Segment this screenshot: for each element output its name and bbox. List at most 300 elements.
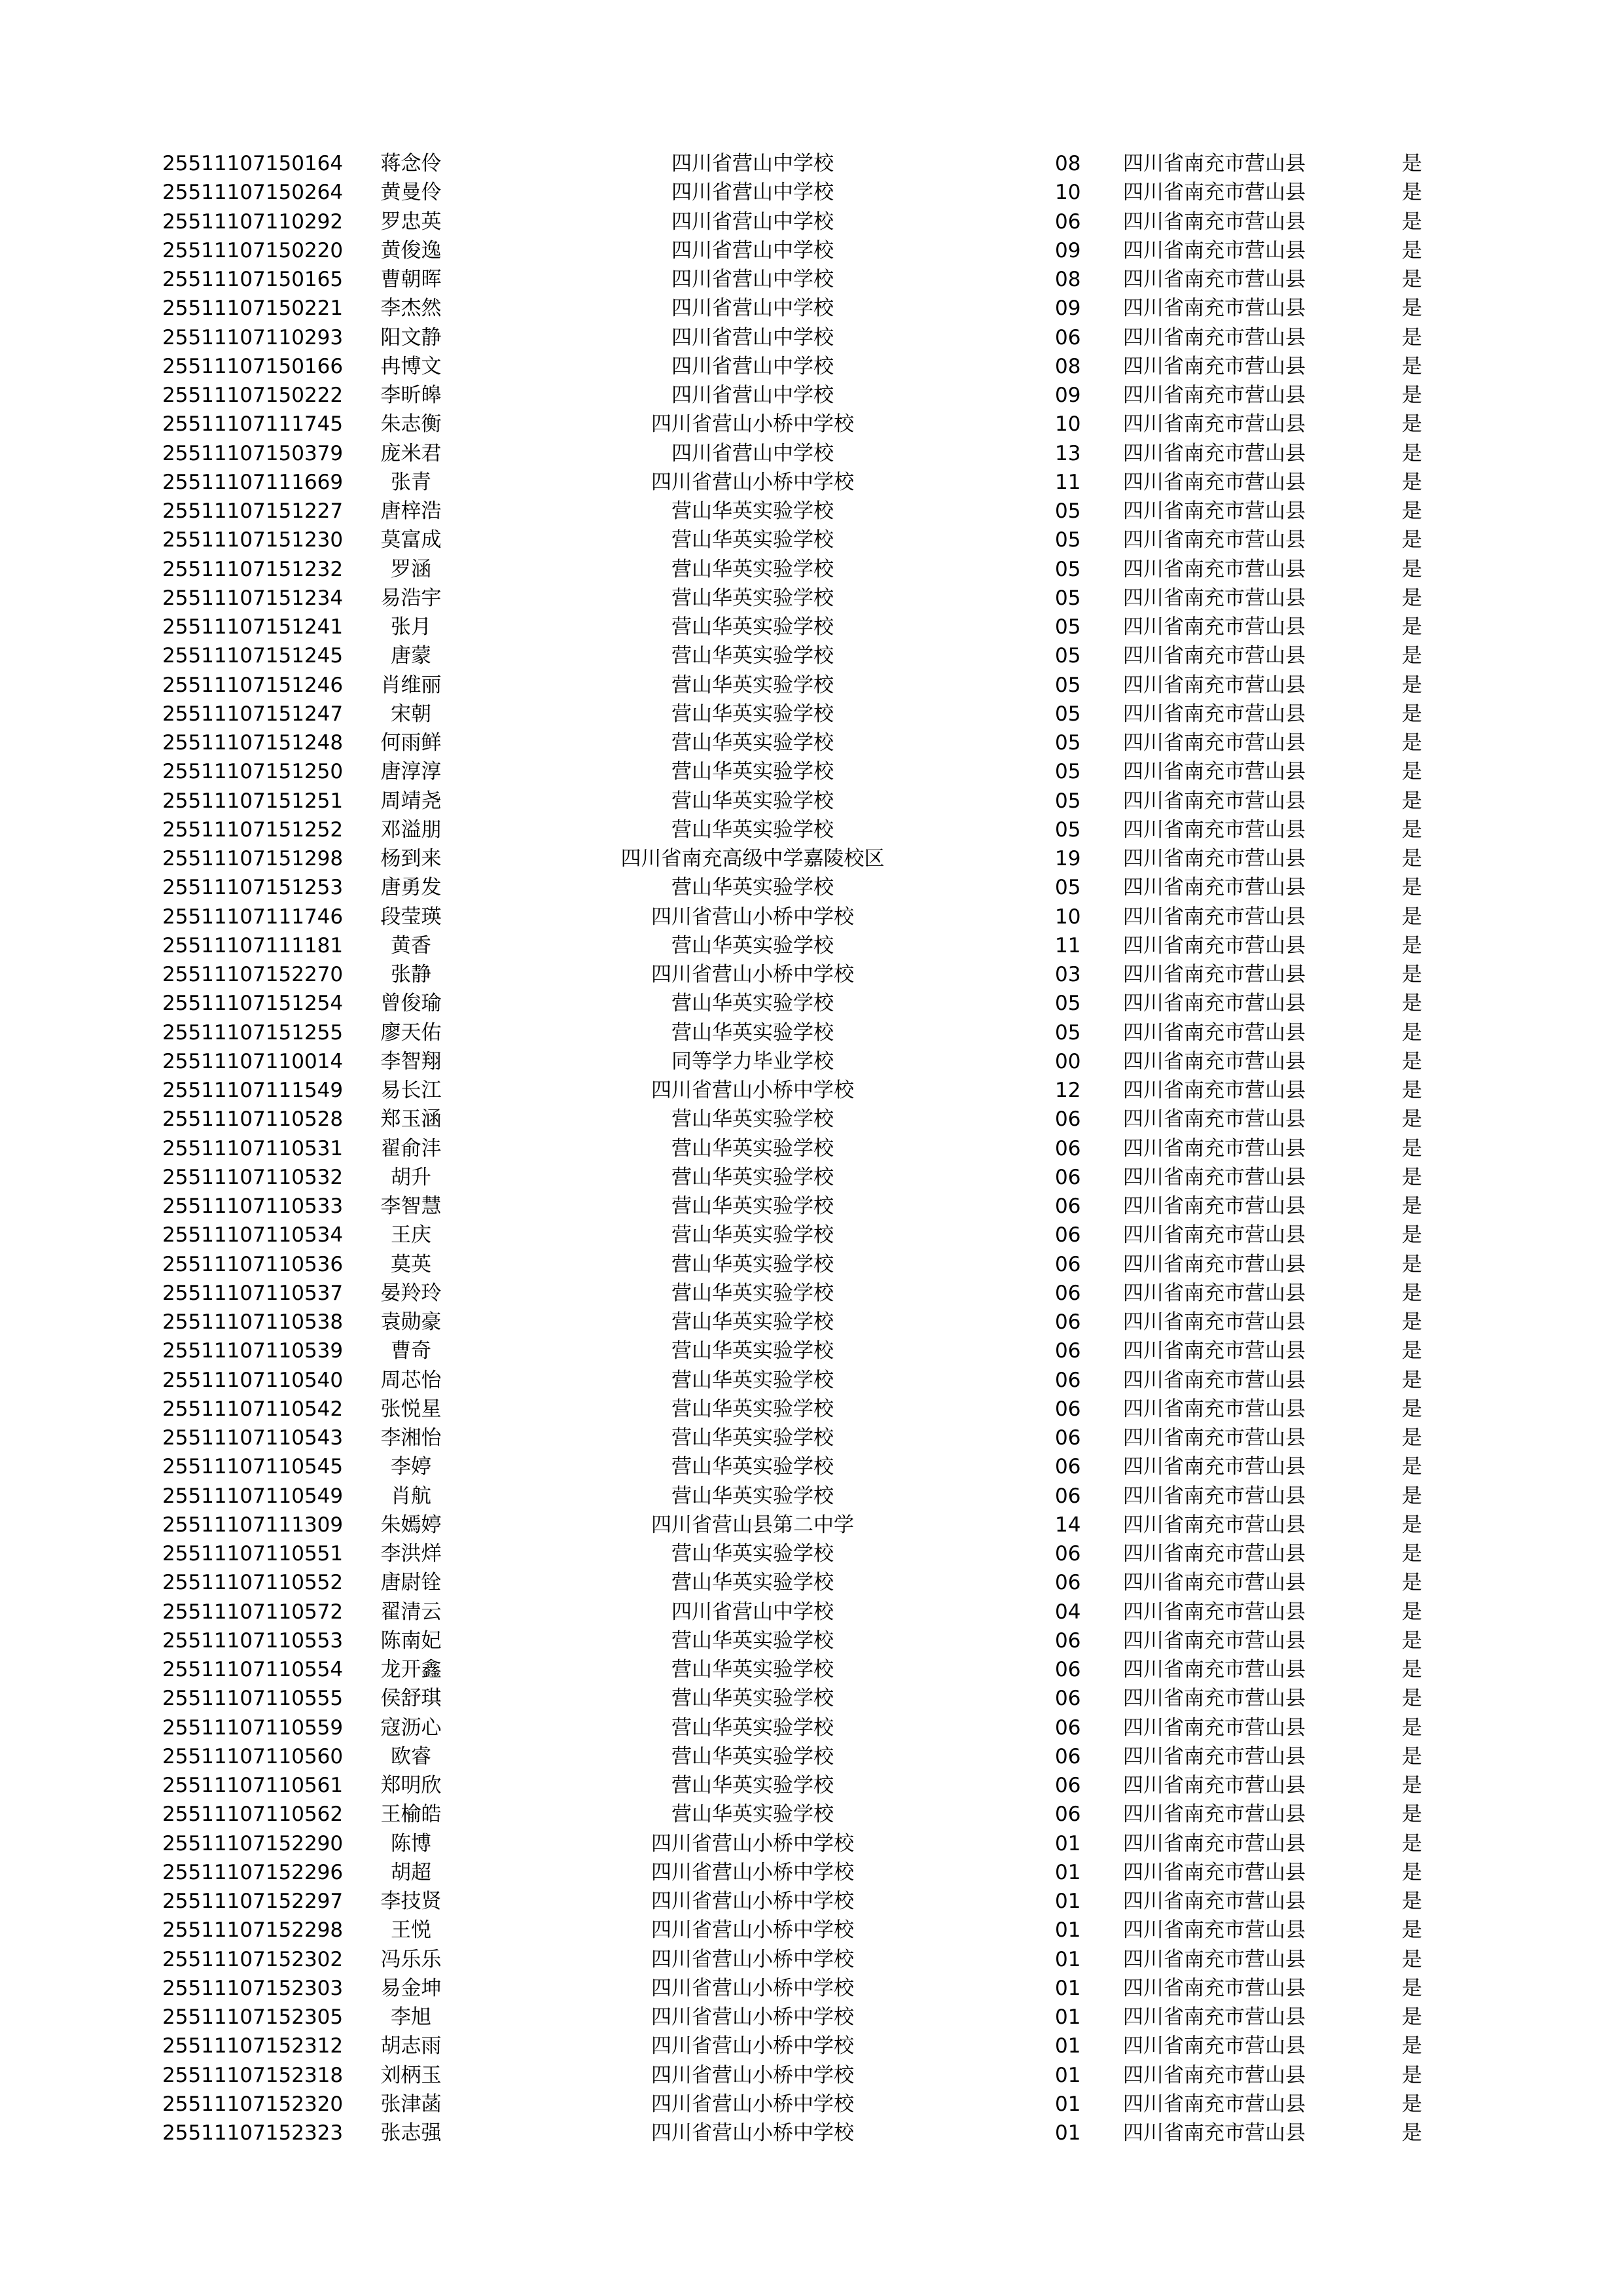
school-cell: 营山华英实验学校 [671,1194,834,1218]
school-cell: 四川省营山小桥中学校 [651,963,854,986]
exam-id-cell: 25511107110543 [162,1426,344,1450]
student-name-cell: 肖航 [391,1484,431,1508]
exam-id-cell: 25511107110560 [162,1744,344,1768]
region-cell: 四川省南充市营山县 [1123,1455,1306,1479]
region-cell: 四川省南充市营山县 [1123,1281,1306,1305]
student-name-cell: 周芯怡 [380,1368,442,1392]
status-flag-cell: 是 [1402,1368,1422,1392]
student-name-cell: 易金坤 [380,1976,442,2000]
school-code-cell: 05 [1055,876,1081,900]
table-row [0,526,1623,554]
table-row [0,989,1623,1018]
region-cell: 四川省南充市营山县 [1123,963,1306,986]
student-name-cell: 罗忠英 [380,209,442,234]
student-name-cell: 阳文静 [380,325,442,350]
exam-id-cell: 25511107110532 [162,1165,344,1189]
school-cell: 营山华英实验学校 [671,1658,834,1681]
status-flag-cell: 是 [1402,2034,1422,2058]
school-code-cell: 06 [1055,1368,1081,1392]
student-name-cell: 张月 [391,615,431,639]
region-cell: 四川省南充市营山县 [1123,702,1306,726]
exam-id-cell: 25511107152270 [162,963,344,986]
school-code-cell: 06 [1055,1687,1081,1711]
table-row [0,1105,1623,1134]
school-cell: 四川省营山小桥中学校 [651,2034,854,2058]
school-cell: 四川省营山中学校 [671,209,834,234]
school-cell: 四川省营山小桥中学校 [651,1860,854,1884]
school-cell: 四川省营山中学校 [671,268,834,291]
school-code-cell: 08 [1055,268,1081,291]
student-name-cell: 李婷 [391,1455,431,1479]
exam-id-cell: 25511107152297 [162,1890,344,1913]
school-code-cell: 06 [1055,1136,1081,1160]
status-flag-cell: 是 [1402,1049,1422,1073]
school-code-cell: 05 [1055,1020,1081,1045]
region-cell: 四川省南充市营山县 [1123,268,1306,291]
status-flag-cell: 是 [1402,876,1422,900]
region-cell: 四川省南充市营山县 [1123,789,1306,813]
student-name-cell: 何雨鲜 [380,731,442,755]
student-name-cell: 李技贤 [380,1890,442,1913]
exam-id-cell: 25511107110539 [162,1339,344,1363]
status-flag-cell: 是 [1402,615,1422,639]
status-flag-cell: 是 [1402,1860,1422,1884]
student-name-cell: 冯乐乐 [380,1947,442,1971]
student-name-cell: 胡升 [391,1165,431,1189]
table-row [0,149,1623,178]
school-cell: 四川省营山中学校 [671,152,834,175]
school-code-cell: 09 [1055,384,1081,407]
school-cell: 四川省营山小桥中学校 [651,2005,854,2029]
school-cell: 四川省营山小桥中学校 [651,1947,854,1971]
table-row [0,236,1623,265]
region-cell: 四川省南充市营山县 [1123,1831,1306,1856]
exam-id-cell: 25511107152296 [162,1860,344,1884]
student-name-cell: 冉博文 [380,354,442,378]
school-code-cell: 08 [1055,354,1081,378]
status-flag-cell: 是 [1402,1600,1422,1624]
region-cell: 四川省南充市营山县 [1123,2092,1306,2116]
school-cell: 四川省营山中学校 [671,1600,834,1624]
table-row [0,1018,1623,1047]
exam-id-cell: 25511107110536 [162,1252,344,1276]
exam-id-cell: 25511107110555 [162,1687,344,1711]
status-flag-cell: 是 [1402,152,1422,175]
school-code-cell: 01 [1055,1831,1081,1856]
school-cell: 营山华英实验学校 [671,760,834,784]
table-row [0,178,1623,207]
status-flag-cell: 是 [1402,1774,1422,1797]
status-flag-cell: 是 [1402,412,1422,437]
table-row [0,844,1623,873]
school-code-cell: 06 [1055,1455,1081,1479]
table-row [0,1945,1623,1974]
status-flag-cell: 是 [1402,557,1422,581]
table-row [0,757,1623,786]
region-cell: 四川省南充市营山县 [1123,1194,1306,1218]
exam-id-cell: 25511107151298 [162,847,344,870]
exam-id-cell: 25511107110559 [162,1715,344,1740]
school-cell: 营山华英实验学校 [671,1484,834,1508]
school-cell: 四川省营山中学校 [671,296,834,321]
student-name-cell: 侯舒琪 [380,1687,442,1711]
student-name-cell: 蒋念伶 [380,152,442,175]
school-code-cell: 05 [1055,615,1081,639]
region-cell: 四川省南充市营山县 [1123,1744,1306,1768]
school-cell: 四川省营山小桥中学校 [651,470,854,494]
school-cell: 营山华英实验学校 [671,1107,834,1132]
student-name-cell: 陈博 [391,1831,431,1856]
school-cell: 四川省营山小桥中学校 [651,412,854,437]
student-name-cell: 王庆 [391,1223,431,1247]
school-cell: 四川省营山小桥中学校 [651,1079,854,1102]
exam-id-cell: 25511107151246 [162,673,344,697]
school-cell: 营山华英实验学校 [671,1455,834,1479]
exam-id-cell: 25511107110545 [162,1455,344,1479]
table-row [0,1568,1623,1597]
exam-id-cell: 25511107151245 [162,644,344,668]
student-name-cell: 邓溢朋 [380,817,442,842]
status-flag-cell: 是 [1402,1484,1422,1508]
status-flag-cell: 是 [1402,1715,1422,1740]
school-code-cell: 06 [1055,1803,1081,1827]
table-row [0,294,1623,323]
school-cell: 四川省营山小桥中学校 [651,2121,854,2145]
status-flag-cell: 是 [1402,1426,1422,1450]
student-name-cell: 袁勋豪 [380,1310,442,1334]
school-cell: 营山华英实验学校 [671,1715,834,1740]
region-cell: 四川省南充市营山县 [1123,499,1306,523]
school-cell: 四川省营山中学校 [671,384,834,407]
school-code-cell: 05 [1055,644,1081,668]
table-row [0,903,1623,931]
student-name-cell: 刘柄玉 [380,2063,442,2087]
student-name-cell: 翟清云 [380,1600,442,1624]
region-cell: 四川省南充市营山县 [1123,1947,1306,1971]
status-flag-cell: 是 [1402,1803,1422,1827]
school-cell: 营山华英实验学校 [671,499,834,523]
status-flag-cell: 是 [1402,1339,1422,1363]
status-flag-cell: 是 [1402,1310,1422,1334]
school-cell: 营山华英实验学校 [671,1426,834,1450]
school-code-cell: 06 [1055,1339,1081,1363]
region-cell: 四川省南充市营山县 [1123,1918,1306,1943]
region-cell: 四川省南充市营山县 [1123,470,1306,494]
table-row [0,1279,1623,1308]
exam-id-cell: 25511107152320 [162,2092,344,2116]
exam-id-cell: 25511107110540 [162,1368,344,1392]
table-row [0,1308,1623,1336]
exam-id-cell: 25511107111181 [162,933,344,958]
exam-id-cell: 25511107110537 [162,1281,344,1305]
school-cell: 营山华英实验学校 [671,731,834,755]
table-row [0,613,1623,641]
school-cell: 营山华英实验学校 [671,876,834,900]
school-code-cell: 06 [1055,1107,1081,1132]
region-cell: 四川省南充市营山县 [1123,1803,1306,1827]
school-code-cell: 06 [1055,1715,1081,1740]
school-cell: 四川省营山小桥中学校 [651,2063,854,2087]
region-cell: 四川省南充市营山县 [1123,1397,1306,1421]
exam-id-cell: 25511107111669 [162,470,344,494]
student-name-cell: 朱志衡 [380,412,442,437]
table-row [0,816,1623,844]
student-name-cell: 李昕皞 [380,384,442,407]
table-row [0,1163,1623,1192]
status-flag-cell: 是 [1402,1571,1422,1595]
status-flag-cell: 是 [1402,1281,1422,1305]
table-row [0,1598,1623,1626]
school-code-cell: 06 [1055,1571,1081,1595]
status-flag-cell: 是 [1402,1918,1422,1943]
school-cell: 营山华英实验学校 [671,1136,834,1160]
table-row [0,671,1623,700]
student-name-cell: 段莹瑛 [380,905,442,929]
status-flag-cell: 是 [1402,933,1422,958]
region-cell: 四川省南充市营山县 [1123,1542,1306,1566]
table-row [0,1424,1623,1452]
region-cell: 四川省南充市营山县 [1123,1310,1306,1334]
status-flag-cell: 是 [1402,528,1422,552]
region-cell: 四川省南充市营山县 [1123,1890,1306,1913]
status-flag-cell: 是 [1402,586,1422,610]
region-cell: 四川省南充市营山县 [1123,586,1306,610]
status-flag-cell: 是 [1402,1020,1422,1045]
status-flag-cell: 是 [1402,1079,1422,1102]
exam-id-cell: 25511107150264 [162,181,344,205]
school-code-cell: 06 [1055,325,1081,350]
student-name-cell: 唐勇发 [380,876,442,900]
student-name-cell: 李旭 [391,2005,431,2029]
status-flag-cell: 是 [1402,1831,1422,1856]
school-code-cell: 11 [1055,933,1081,958]
table-row [0,207,1623,236]
school-code-cell: 06 [1055,1628,1081,1653]
table-row [0,1626,1623,1655]
exam-id-cell: 25511107151251 [162,789,344,813]
status-flag-cell: 是 [1402,760,1422,784]
school-cell: 同等学力毕业学校 [671,1049,834,1073]
school-code-cell: 09 [1055,296,1081,321]
student-name-cell: 龙开鑫 [380,1658,442,1681]
table-row [0,1655,1623,1684]
region-cell: 四川省南充市营山县 [1123,1252,1306,1276]
exam-id-cell: 25511107151250 [162,760,344,784]
table-row [0,1539,1623,1568]
student-name-cell: 王榆皓 [380,1803,442,1827]
status-flag-cell: 是 [1402,1223,1422,1247]
exam-id-cell: 25511107151255 [162,1020,344,1045]
exam-id-cell: 25511107152303 [162,1976,344,2000]
table-row [0,1047,1623,1076]
student-name-cell: 曾俊瑜 [380,992,442,1016]
region-cell: 四川省南充市营山县 [1123,325,1306,350]
status-flag-cell: 是 [1402,384,1422,407]
school-cell: 四川省营山中学校 [671,354,834,378]
region-cell: 四川省南充市营山县 [1123,1368,1306,1392]
school-cell: 营山华英实验学校 [671,1165,834,1189]
status-flag-cell: 是 [1402,673,1422,697]
table-row [0,1887,1623,1916]
status-flag-cell: 是 [1402,1165,1422,1189]
school-cell: 营山华英实验学校 [671,1252,834,1276]
student-name-cell: 黄香 [391,933,431,958]
region-cell: 四川省南充市营山县 [1123,557,1306,581]
exam-id-cell: 25511107151253 [162,876,344,900]
exam-id-cell: 25511107150166 [162,354,344,378]
table-row [0,728,1623,757]
region-cell: 四川省南充市营山县 [1123,1020,1306,1045]
table-row [0,1134,1623,1163]
school-code-cell: 05 [1055,673,1081,697]
region-cell: 四川省南充市营山县 [1123,441,1306,465]
status-flag-cell: 是 [1402,731,1422,755]
school-code-cell: 00 [1055,1049,1081,1073]
exam-id-cell: 25511107110572 [162,1600,344,1624]
region-cell: 四川省南充市营山县 [1123,1571,1306,1595]
student-name-cell: 欧睿 [391,1744,431,1768]
region-cell: 四川省南充市营山县 [1123,2034,1306,2058]
region-cell: 四川省南充市营山县 [1123,2005,1306,2029]
table-row [0,1800,1623,1829]
school-cell: 营山华英实验学校 [671,1397,834,1421]
region-cell: 四川省南充市营山县 [1123,412,1306,437]
school-code-cell: 19 [1055,847,1081,870]
school-code-cell: 05 [1055,760,1081,784]
exam-id-cell: 25511107110562 [162,1803,344,1827]
exam-id-cell: 25511107151227 [162,499,344,523]
school-cell: 营山华英实验学校 [671,557,834,581]
status-flag-cell: 是 [1402,2092,1422,2116]
table-row [0,1336,1623,1365]
school-code-cell: 06 [1055,1223,1081,1247]
school-code-cell: 05 [1055,992,1081,1016]
region-cell: 四川省南充市营山县 [1123,1715,1306,1740]
school-code-cell: 01 [1055,1976,1081,2000]
status-flag-cell: 是 [1402,238,1422,262]
exam-id-cell: 25511107151241 [162,615,344,639]
school-cell: 营山华英实验学校 [671,644,834,668]
table-row [0,352,1623,381]
table-row [0,2090,1623,2119]
table-row [0,265,1623,294]
status-flag-cell: 是 [1402,992,1422,1016]
status-flag-cell: 是 [1402,1455,1422,1479]
school-code-cell: 01 [1055,1947,1081,1971]
region-cell: 四川省南充市营山县 [1123,1339,1306,1363]
table-row [0,1742,1623,1771]
region-cell: 四川省南充市营山县 [1123,1426,1306,1450]
status-flag-cell: 是 [1402,354,1422,378]
status-flag-cell: 是 [1402,1397,1422,1421]
school-code-cell: 13 [1055,441,1081,465]
status-flag-cell: 是 [1402,1744,1422,1768]
status-flag-cell: 是 [1402,847,1422,870]
status-flag-cell: 是 [1402,1252,1422,1276]
school-code-cell: 06 [1055,1310,1081,1334]
school-code-cell: 06 [1055,1397,1081,1421]
status-flag-cell: 是 [1402,441,1422,465]
school-cell: 营山华英实验学校 [671,1628,834,1653]
table-row [0,497,1623,526]
school-code-cell: 14 [1055,1513,1081,1537]
table-row [0,931,1623,960]
school-cell: 营山华英实验学校 [671,1744,834,1768]
exam-id-cell: 25511107150165 [162,268,344,291]
status-flag-cell: 是 [1402,296,1422,321]
region-cell: 四川省南充市营山县 [1123,1136,1306,1160]
school-cell: 营山华英实验学校 [671,1774,834,1797]
school-code-cell: 05 [1055,557,1081,581]
school-cell: 营山华英实验学校 [671,615,834,639]
exam-id-cell: 25511107110293 [162,325,344,350]
exam-id-cell: 25511107151252 [162,817,344,842]
student-name-cell: 廖天佑 [380,1020,442,1045]
school-cell: 营山华英实验学校 [671,1020,834,1045]
region-cell: 四川省南充市营山县 [1123,1049,1306,1073]
table-row [0,323,1623,352]
status-flag-cell: 是 [1402,702,1422,726]
student-name-cell: 黄俊逸 [380,238,442,262]
school-cell: 四川省南充高级中学嘉陵校区 [620,847,885,870]
school-code-cell: 01 [1055,2121,1081,2145]
table-row [0,1974,1623,2003]
student-name-cell: 晏羚玲 [380,1281,442,1305]
status-flag-cell: 是 [1402,2005,1422,2029]
student-name-cell: 唐淳淳 [380,760,442,784]
status-flag-cell: 是 [1402,817,1422,842]
exam-id-cell: 25511107152323 [162,2121,344,2145]
table-row [0,2119,1623,2147]
region-cell: 四川省南充市营山县 [1123,876,1306,900]
region-cell: 四川省南充市营山县 [1123,847,1306,870]
school-cell: 四川省营山小桥中学校 [651,1831,854,1856]
school-cell: 四川省营山小桥中学校 [651,1976,854,2000]
region-cell: 四川省南充市营山县 [1123,1513,1306,1537]
table-row [0,1076,1623,1105]
status-flag-cell: 是 [1402,644,1422,668]
exam-id-cell: 25511107152290 [162,1831,344,1856]
student-name-cell: 张静 [391,963,431,986]
status-flag-cell: 是 [1402,905,1422,929]
school-cell: 四川省营山小桥中学校 [651,1890,854,1913]
school-cell: 四川省营山县第二中学 [651,1513,854,1537]
table-row [0,1771,1623,1800]
school-cell: 营山华英实验学校 [671,528,834,552]
school-cell: 营山华英实验学校 [671,1339,834,1363]
school-cell: 营山华英实验学校 [671,1223,834,1247]
student-name-cell: 杨到来 [380,847,442,870]
table-row [0,787,1623,816]
school-code-cell: 10 [1055,181,1081,205]
school-code-cell: 06 [1055,1658,1081,1681]
student-name-cell: 胡志雨 [380,2034,442,2058]
student-name-cell: 李智慧 [380,1194,442,1218]
school-code-cell: 06 [1055,1542,1081,1566]
student-name-cell: 易长江 [380,1079,442,1102]
student-name-cell: 李湘怡 [380,1426,442,1450]
exam-id-cell: 25511107111745 [162,412,344,437]
table-row [0,1916,1623,1945]
school-code-cell: 06 [1055,1484,1081,1508]
school-code-cell: 05 [1055,817,1081,842]
status-flag-cell: 是 [1402,1976,1422,2000]
status-flag-cell: 是 [1402,1542,1422,1566]
school-cell: 营山华英实验学校 [671,702,834,726]
region-cell: 四川省南充市营山县 [1123,1628,1306,1653]
region-cell: 四川省南充市营山县 [1123,296,1306,321]
school-cell: 营山华英实验学校 [671,992,834,1016]
